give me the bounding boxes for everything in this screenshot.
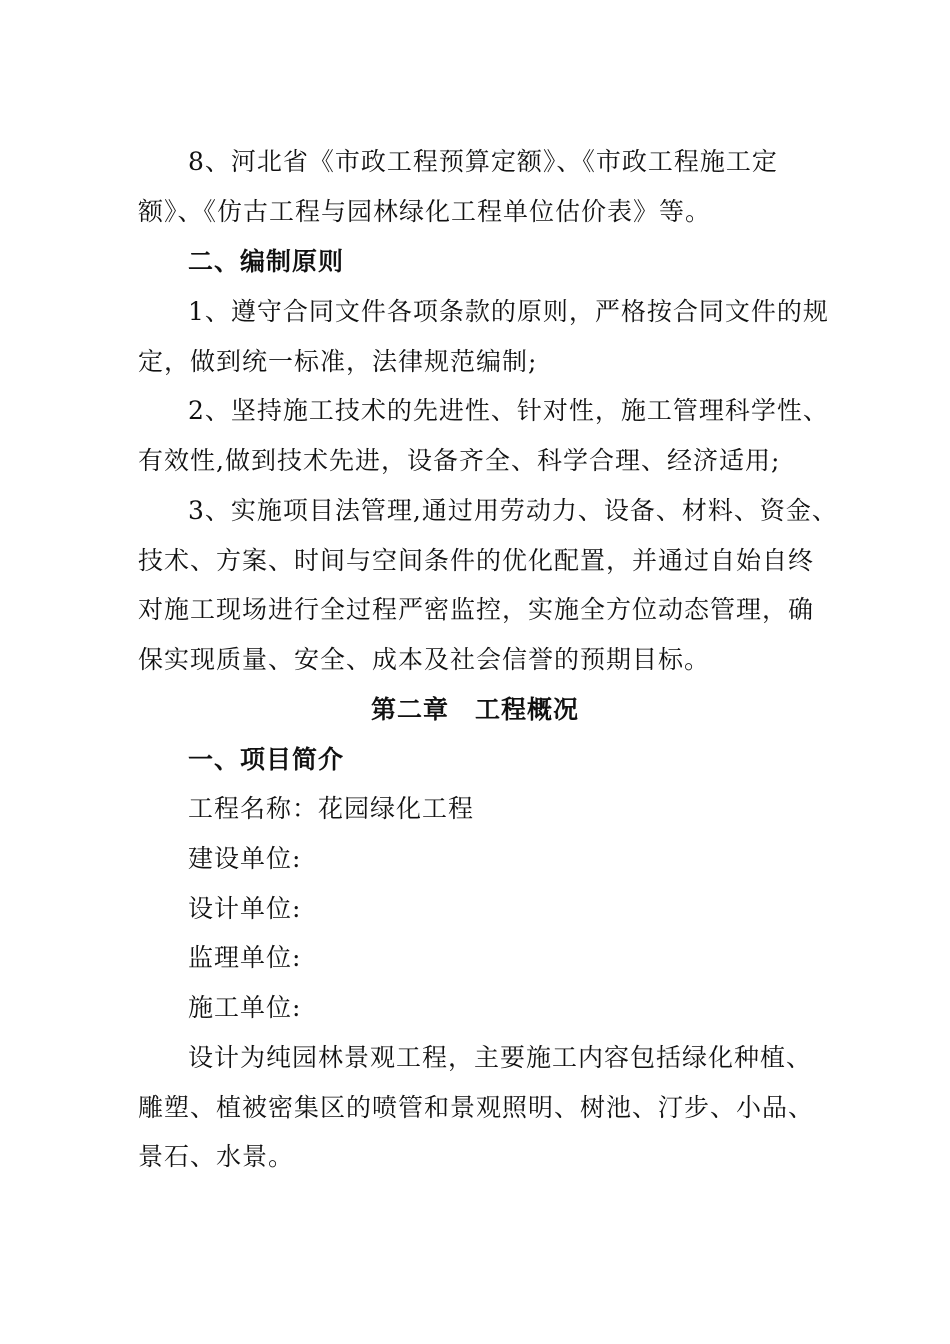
- principle-1-line-2: 定，做到统一标准，法律规范编制;: [138, 347, 538, 376]
- field-project-name: 工程名称：花园绿化工程: [188, 794, 475, 823]
- scope-paragraph-line-3: 景石、水景。: [138, 1142, 295, 1171]
- field-supervision-unit: 监理单位:: [188, 943, 302, 972]
- paragraph-basis-8-line-1: 8、河北省《市政工程预算定额》、《市政工程施工定: [188, 147, 778, 176]
- paragraph-basis-8-line-2: 额》、《仿古工程与园林绿化工程单位估价表》等。: [138, 197, 712, 226]
- principle-3-line-3: 对施工现场进行全过程严密监控，实施全方位动态管理，确: [138, 595, 815, 624]
- chapter-title: 第二章 工程概况: [370, 695, 579, 724]
- principle-3-line-1: 3、实施项目法管理,通过用劳动力、设备、材料、资金、: [188, 496, 838, 525]
- field-construction-unit: 建设单位:: [188, 844, 302, 873]
- principle-2-line-1: 2、坚持施工技术的先进性、针对性，施工管理科学性、: [188, 396, 829, 425]
- field-contractor-unit: 施工单位:: [188, 993, 302, 1022]
- scope-paragraph-line-1: 设计为纯园林景观工程，主要施工内容包括绿化种植、: [188, 1043, 813, 1072]
- principle-2-line-2: 有效性,做到技术先进，设备齐全、科学合理、经济适用;: [138, 446, 781, 475]
- principle-3-line-2: 技术、方案、时间与空间条件的优化配置，并通过自始自终: [138, 546, 815, 575]
- section-heading-project-intro: 一、项目简介: [188, 745, 345, 774]
- principle-3-line-4: 保实现质量、安全、成本及社会信誉的预期目标。: [138, 645, 711, 674]
- field-design-unit: 设计单位:: [188, 894, 302, 923]
- principle-1-line-1: 1、遵守合同文件各项条款的原则，严格按合同文件的规: [188, 297, 829, 326]
- scope-paragraph-line-2: 雕塑、植被密集区的喷管和景观照明、树池、汀步、小品、: [138, 1093, 815, 1122]
- section-heading-principles: 二、编制原则: [188, 247, 345, 276]
